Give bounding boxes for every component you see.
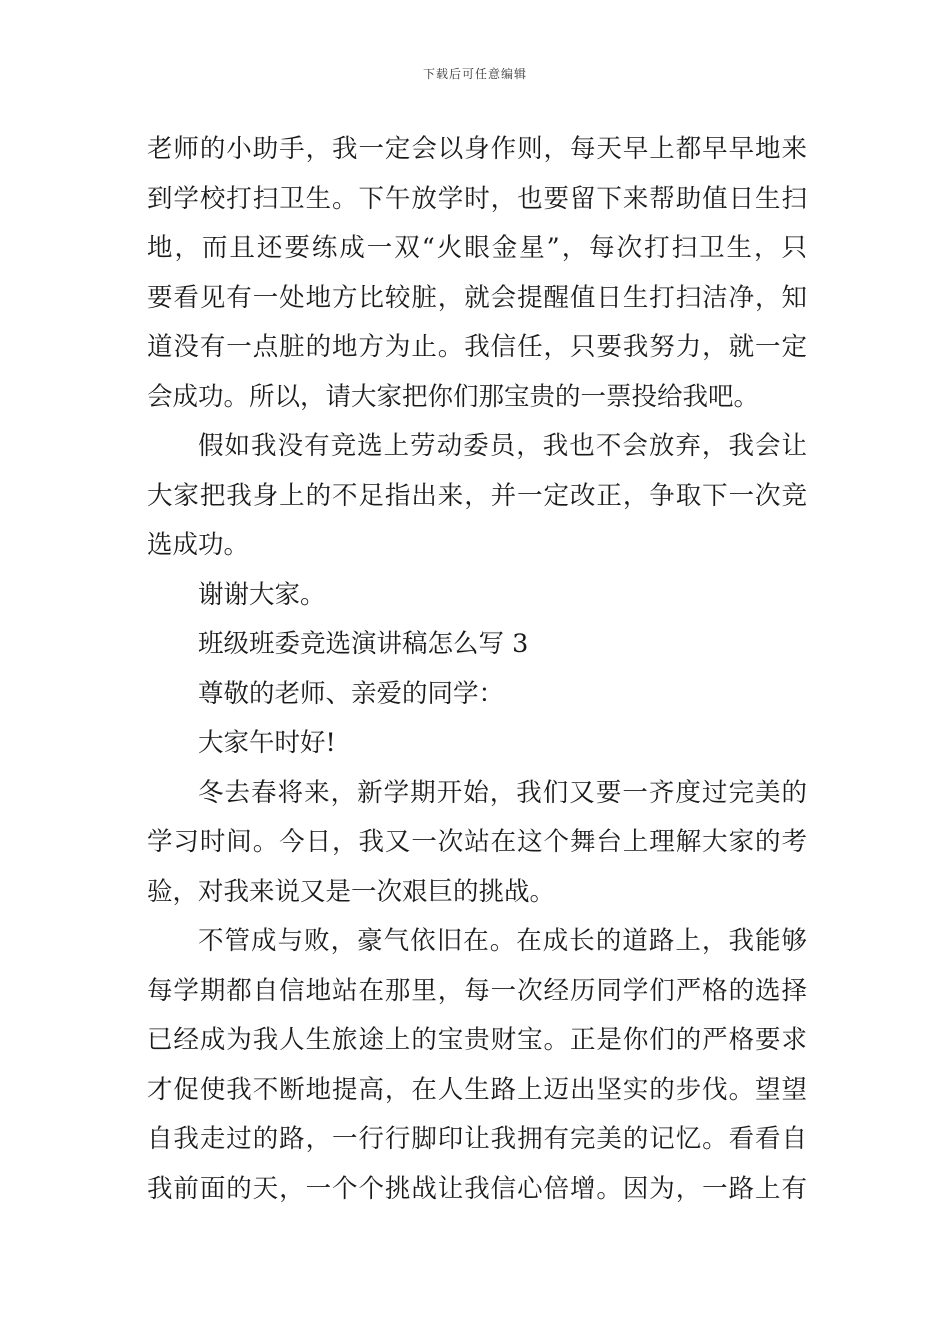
text-line: 学习时间。今日，我又一次站在这个舞台上理解大家的考 [147,827,807,857]
text-line: 我前面的天，一个个挑战让我信心倍增。因为，一路上有 [147,1173,807,1204]
salutation [147,670,807,720]
text-line: 要看见有一处地方比较脏，就会提醒值日生打扫洁净，知 [147,282,807,313]
text-line: 尊敬的老师、亲爱的同学： [198,678,505,709]
text-line: 会成功。所以，请大家把你们那宝贵的一票投给我吧。 [147,381,760,412]
paragraph [147,422,807,571]
text-line: 才促使我不断地提高，在人生路上迈出坚实的步伐。望望 [147,1074,807,1105]
header-note: 下载后可任意编辑 [422,67,527,81]
text-line: 道没有一点脏的地方为止。我信任，只要我努力，就一定 [147,332,807,362]
text-line: 大家午时好! [198,728,336,758]
text-line: 谢谢大家。 [198,579,326,610]
paragraph [147,917,807,1214]
text-line: 已经成为我人生旅途上的宝贵财宝。正是你们的严格要求 [147,1025,807,1055]
text-line: 地，而且还要练成一双“火眼金星”，每次打扫卫生，只 [147,233,807,263]
text-line: 每学期都自信地站在那里，每一次经历同学们严格的选择 [147,975,807,1006]
text-line: 选成功。 [147,530,250,560]
text-line: 到学校打扫卫生。下午放学时，也要留下来帮助值日生扫 [147,183,807,214]
paragraph [147,125,807,422]
paragraph [147,769,807,918]
text-line: 班级班委竞选演讲稿怎么写 3 [198,629,529,659]
greeting [147,719,807,769]
text-line: 验，对我来说又是一次艰巨的挑战。 [147,876,556,907]
text-line: 自我走过的路，一行行脚印让我拥有完美的记忆。看看自 [147,1124,807,1154]
text-line: 老师的小助手，我一定会以身作则，每天早上都早早地来 [147,134,807,164]
text-line: 大家把我身上的不足指出来，并一定改正，争取下一次竞 [147,480,807,511]
document-body [147,125,807,1214]
text-line: 冬去春将来，新学期开始，我们又要一齐度过完美的 [198,777,807,808]
section-title [147,620,807,670]
text-line: 不管成与败，豪气依旧在。在成长的道路上，我能够 [198,926,807,956]
text-line: 假如我没有竞选上劳动委员，我也不会放弃，我会让 [198,431,807,461]
closing-line [147,571,807,621]
